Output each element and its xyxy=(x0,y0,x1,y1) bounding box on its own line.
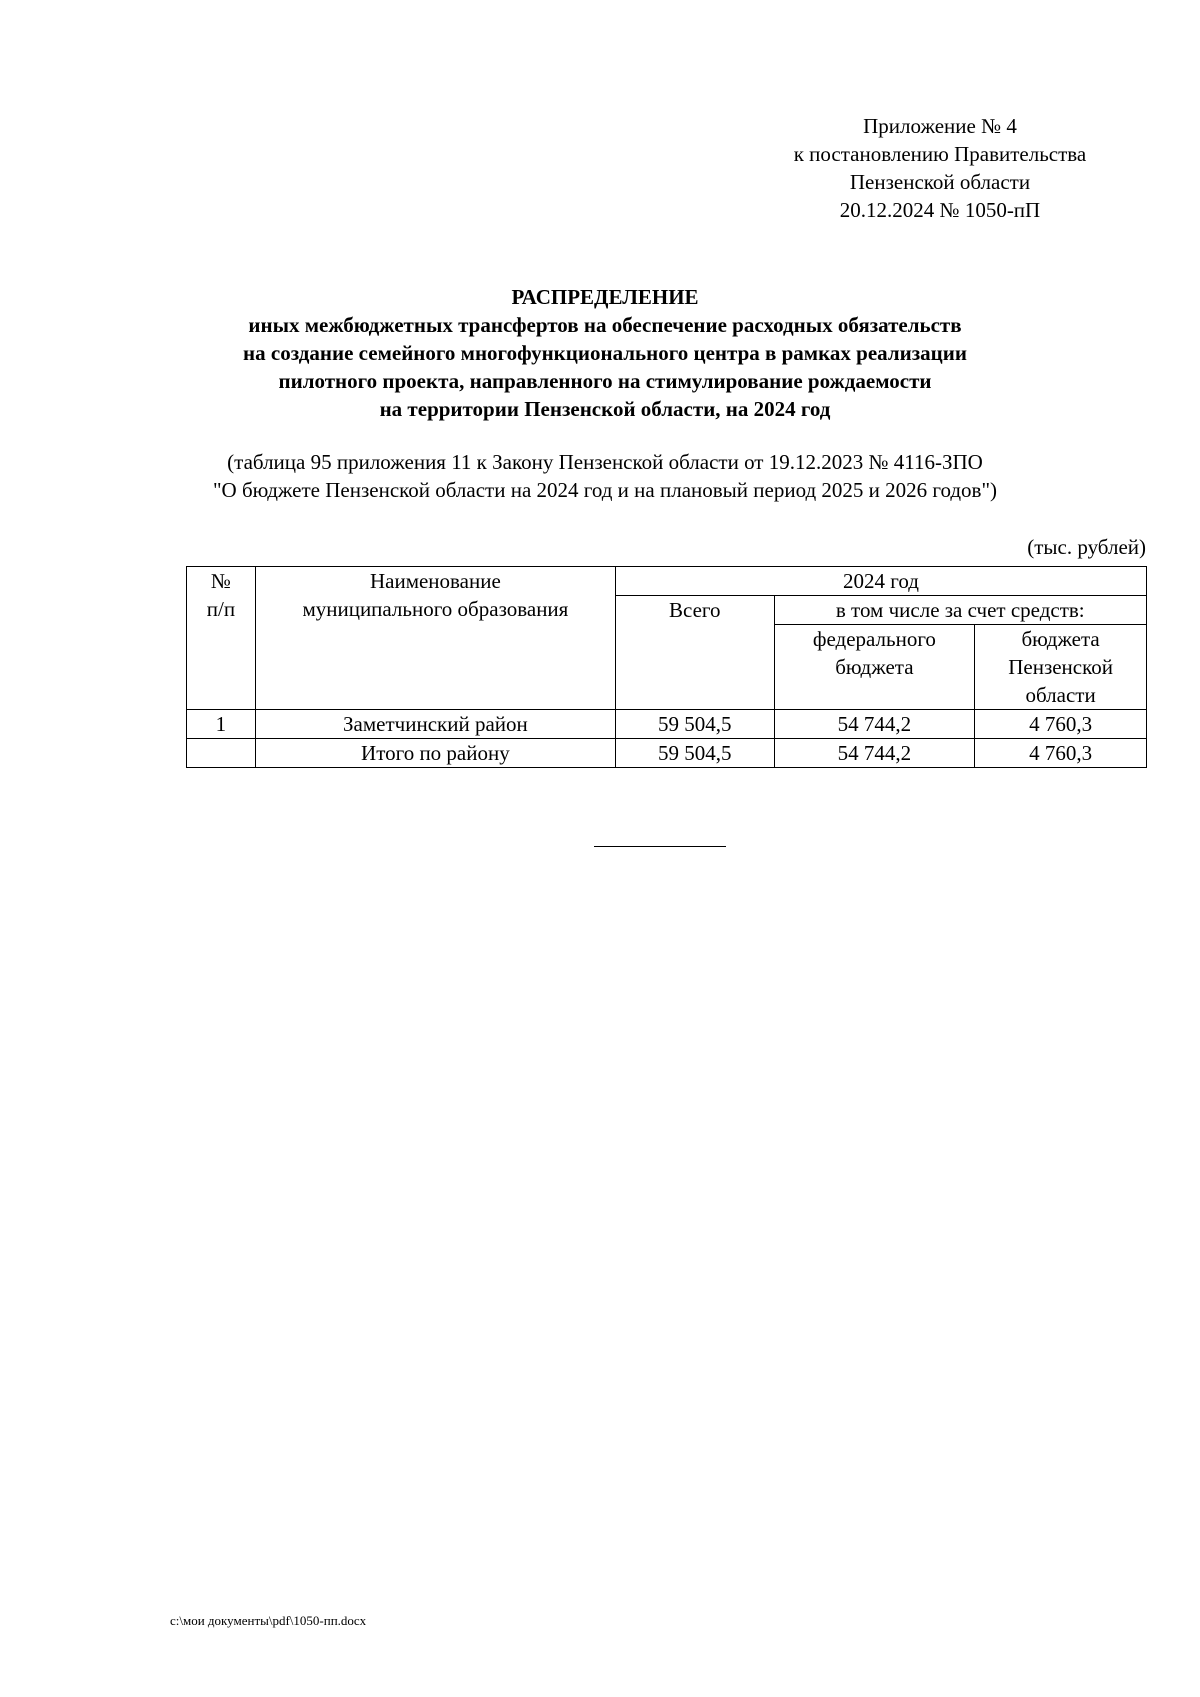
source-reference xyxy=(180,448,1030,504)
header-federal: федерального бюджета xyxy=(774,625,975,710)
appendix-number: Приложение № 4 xyxy=(863,114,1017,138)
cell-federal: 54 744,2 xyxy=(774,710,975,739)
title-heading: РАСПРЕДЕЛЕНИЕ xyxy=(511,285,699,309)
title-line: на создание семейного многофункционального центра в рамках реализации xyxy=(243,341,967,365)
appendix-date-number: 20.12.2024 № 1050-пП xyxy=(839,198,1041,222)
cell-total: 59 504,5 xyxy=(615,739,774,768)
units-label: (тыс. рублей) xyxy=(1027,535,1146,559)
cell-total-label: Итого по району xyxy=(255,739,615,768)
header-year: 2024 год xyxy=(615,567,1146,596)
header-including: в том числе за счет средств: xyxy=(774,596,1146,625)
cell-municipality: Заметчинский район xyxy=(255,710,615,739)
cell-number xyxy=(187,739,256,768)
source-ref-line: (таблица 95 приложения 11 к Закону Пензенской области от 19.12.2023 № 4116-ЗПО xyxy=(227,450,983,474)
table-total-row xyxy=(187,739,1147,768)
source-ref-line: "О бюджете Пензенской области на 2024 год и на плановый период 2025 и 2026 годов") xyxy=(212,478,998,502)
table-row xyxy=(187,710,1147,739)
document-title xyxy=(180,283,1030,423)
appendix-region: Пензенской области xyxy=(849,170,1031,194)
footer-file-path: c:\мои документы\pdf\1050-пп.docx xyxy=(170,1613,367,1628)
header-total: Всего xyxy=(615,596,774,710)
header-municipality: Наименование муниципального образования xyxy=(255,567,615,710)
title-line: пилотного проекта, направленного на стимулирование рождаемости xyxy=(278,369,932,393)
cell-regional: 4 760,3 xyxy=(975,739,1147,768)
distribution-table xyxy=(186,566,1147,768)
header-number: № п/п xyxy=(187,567,256,710)
end-separator xyxy=(594,846,726,847)
cell-federal: 54 744,2 xyxy=(774,739,975,768)
cell-number: 1 xyxy=(187,710,256,739)
title-line: иных межбюджетных трансфертов на обеспечение расходных обязательств xyxy=(248,313,962,337)
appendix-resolution: к постановлению Правительства xyxy=(793,142,1087,166)
appendix-header xyxy=(760,112,1120,224)
header-regional: бюджета Пензенской области xyxy=(975,625,1147,710)
cell-total: 59 504,5 xyxy=(615,710,774,739)
cell-regional: 4 760,3 xyxy=(975,710,1147,739)
title-line: на территории Пензенской области, на 2024 год xyxy=(379,397,831,421)
